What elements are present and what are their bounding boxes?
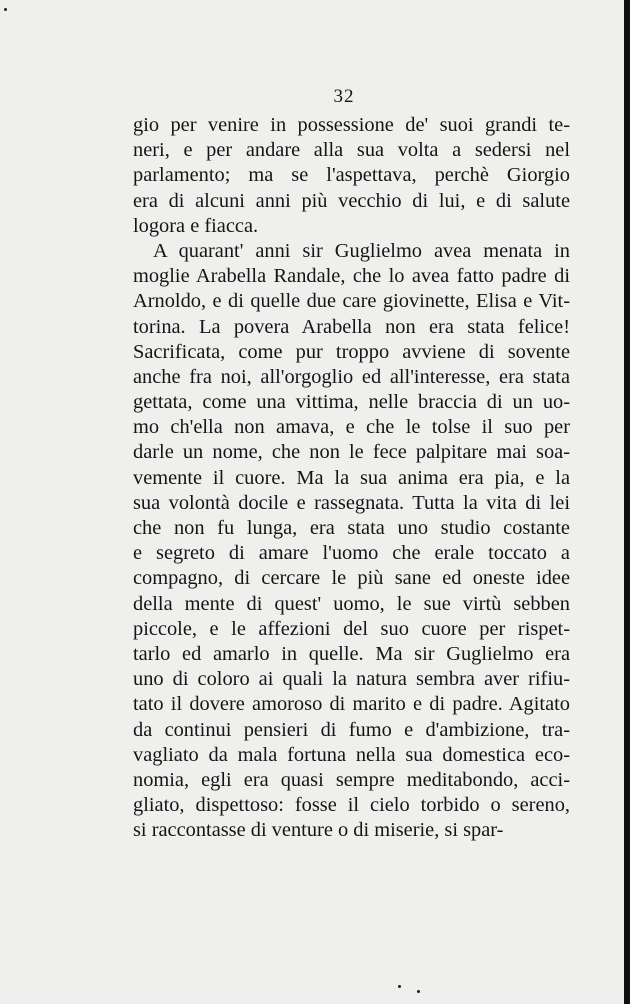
text-line: tarlo ed amarlo in quelle. Ma sir Guglielmo era [133,642,570,665]
text-line: nomia, egli era quasi sempre meditabondo, acci- [133,768,570,791]
text-line: mo ch'ella non amava, e che le tolse il suo per [133,416,570,439]
text-line: della mente di quest' uomo, le sue virtù sebben [133,592,570,615]
text-line: anche fra noi, all'orgoglio ed all'interesse, era stata [133,365,570,388]
text-line: neri, e per andare alla sua volta a sedersi nel [133,139,570,162]
text-line: A quarant' anni sir Guglielmo avea menata in [153,239,570,262]
text-line: si raccontasse di venture o di miserie, si spar- [133,819,504,842]
text-line: gettata, come una vittima, nelle braccia di un uo- [133,391,570,414]
page-number: 32 [333,86,355,107]
text-line: Sacrificata, come pur troppo avviene di sovente [133,340,570,363]
text-line: gliato, dispettoso: fosse il cielo torbido o sereno, [133,794,570,817]
text-line: moglie Arabella Randale, che lo avea fatto padre di [133,265,570,288]
text-line: e segreto di amare l'uomo che erale toccato a [133,542,570,565]
text-line: piccole, e le affezioni del suo cuore per rispet- [133,617,570,640]
text-line: logora e fiacca. [133,214,259,237]
ink-speck [417,990,420,993]
body-text [133,113,570,843]
text-line: gio per venire in possessione de' suoi grandi te- [133,114,570,136]
ink-speck [398,985,401,988]
text-line: vagliato da mala fortuna nella sua domestica eco- [133,743,570,766]
ink-speck [4,8,7,11]
text-line: tato il dovere amoroso di marito e di padre. Agitato [133,693,570,716]
text-line: torina. La povera Arabella non era stata felice! [133,315,570,338]
text-line: uno di coloro ai quali la natura sembra aver rifiu- [133,668,570,691]
text-line: che non fu lunga, era stata uno studio costante [133,517,570,539]
text-line: sua volontà docile e rassegnata. Tutta la vita di lei [133,491,570,514]
text-line: da continui pensieri di fumo e d'ambizione, tra- [133,718,570,741]
page-edge-shadow [624,0,630,1004]
text-line: vemente il cuore. Ma la sua anima era pia, e la [133,466,570,489]
text-line: compagno, di cercare le più sane ed oneste idee [133,567,570,590]
text-line: era di alcuni anni più vecchio di lui, e di salute [133,189,570,212]
text-line: parlamento; ma se l'aspettava, perchè Giorgio [133,164,570,187]
text-line: Arnoldo, e di quelle due care giovinette, Elisa e Vit- [133,290,570,313]
text-line: darle un nome, che non le fece palpitare mai soa- [133,441,570,464]
